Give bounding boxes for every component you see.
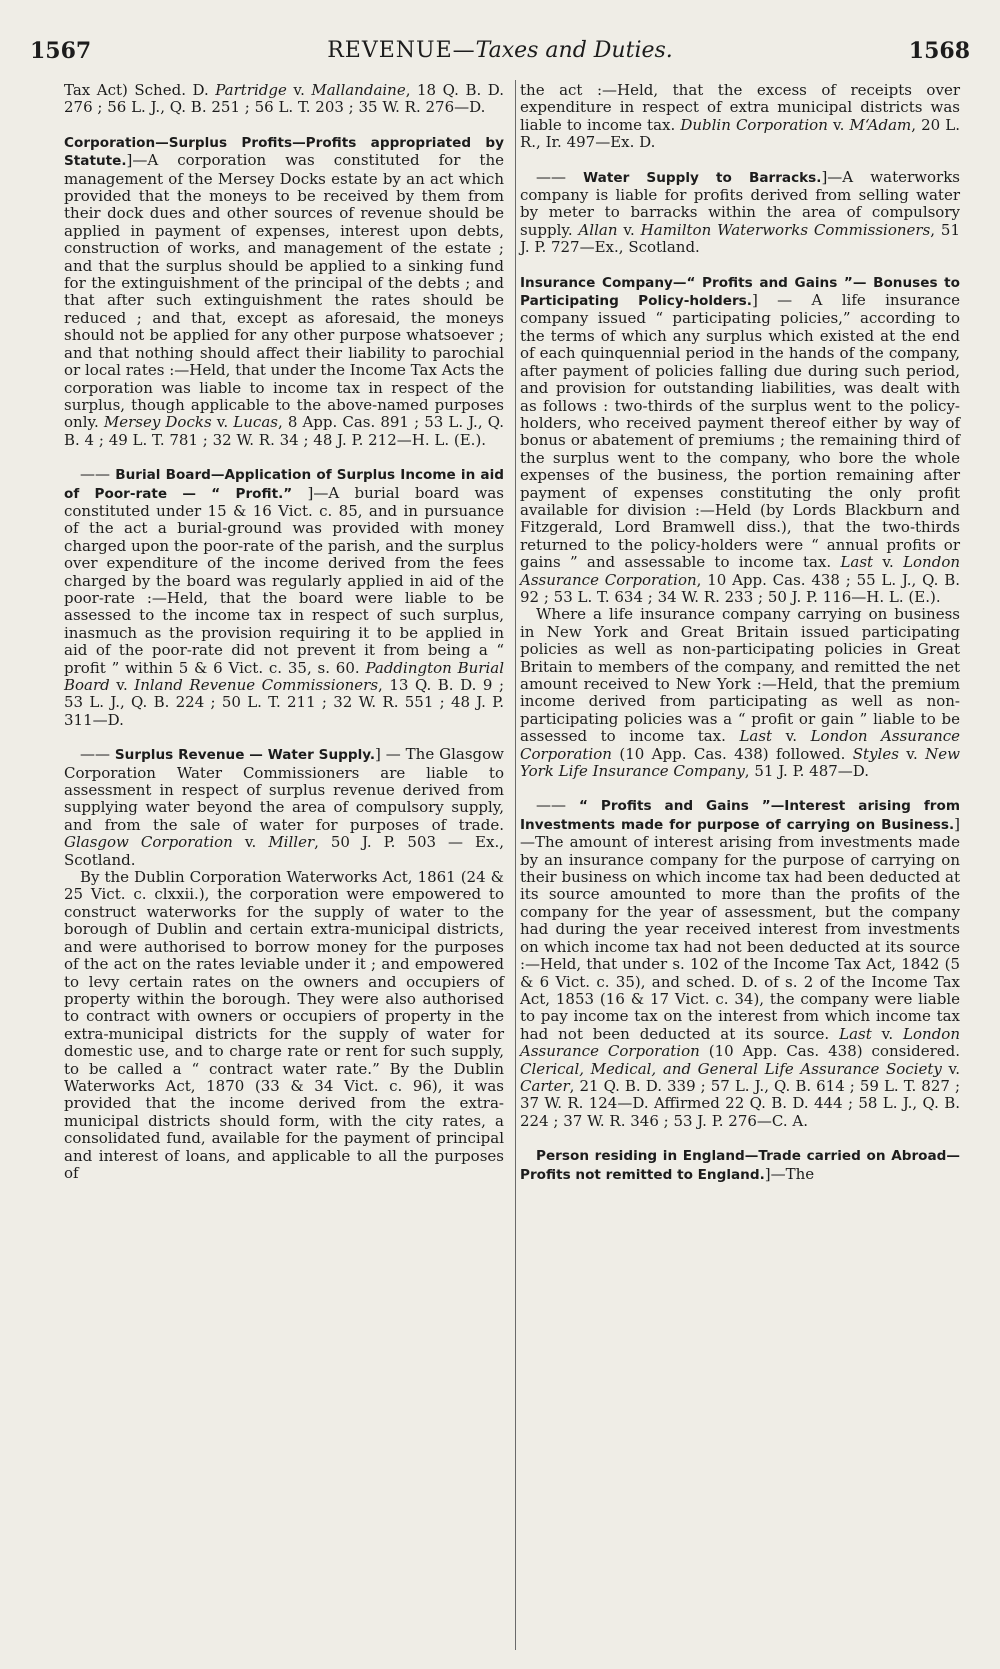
section-heading: Burial Board—Application of Surplus Income in aid of Poor-rate — “ Profit.” (64, 467, 504, 502)
paragraph-corporation-surplus: Corporation—Surplus Profits—Profits appropriated by Statute.]—A corporation was constituted for the management of the Mersey Docks estate by an act which provided that the moneys to be received by them from their dock dues and other sources of revenue should be applied in payment of expenses, interest upon debts, construction of works, and management of the estate ; and that the surplus should be applied to a sinking fund for the extinguishment of the principal of the debts ; and that after such extinguishment the rates should be reduced ; and that, except as aforesaid, the moneys should not be applied for any other purpose whatsoever ; and that nothing should affect their liability to parochial or local rates :—Held, that under the Income Tax Acts the corporation was liable to income tax in respect of the surplus, though applicable to the above-named purposes only. Mersey Docks v. Lucas, 8 App. Cas. 891 ; 53 L. J., Q. B. 4 ; 49 L. T. 781 ; 32 W. R. 34 ; 48 J. P. 212—H. L. (E.). (64, 134, 505, 449)
section-heading: Person residing in England—Trade carried on Abroad—Profits not remitted to England. (520, 1148, 960, 1183)
paragraph-surplus-revenue: —— Surplus Revenue — Water Supply.] — The Glasgow Corporation Water Commissioners are liable to assessment in respect of surplus revenue derived from supplying water beyond the area of compulsory supply, and from the sale of water for purposes of trade. Glasgow Corporation v. Miller, 50 J. P. 503 — Ex., Scotland. (64, 745, 504, 869)
paragraph-insurance-company: Insurance Company—“ Profits and Gains ”— Bonuses to Participating Policy-holders.] — A life insurance company issued “ participating policies,” according to the terms of which any surplus which existed at the end of each quinquennial period in the hands of the company, after payment of policies falling due during such period, and provision for outstanding liabilities, was dealt with as follows : two-thirds of the surplus went to the policy-holders, who received payment thereof either by way of bonus or abatement of premiums ; the remaining third of the surplus went to the company, who bore the whole expenses of the business, the portion remaining after payment of expenses constituting the only profit available for division :—Held (by Lords Blackburn and Fitzgerald, Lord Bramwell diss.), that the two-thirds returned to the policy-holders were “ annual profits or gains ” and assessable to income tax. Last v. London Assurance Corporation, 10 App. Cas. 438 ; 55 L. J., Q. B. 92 ; 53 L. T. 634 ; 34 W. R. 233 ; 50 J. P. 116—H. L. (E.). (520, 274, 961, 606)
left-column (64, 82, 504, 1182)
paragraph-person-residing: Person residing in England—Trade carried on Abroad—Profits not remitted to England.]—The (520, 1148, 960, 1183)
paragraph-dublin-waterworks: By the Dublin Corporation Waterworks Act, 1861 (24 & 25 Vict. c. clxxii.), the corporation were empowered to construct waterworks for the supply of water to the borough of Dublin and certain extra-municipal districts, and were authorised to borrow money for the purposes of the act on the rates leviable under it ; and empowered to levy certain rates on the owners and occupiers of property within the borough. They were also authorised to contract with owners or occupiers of property in the extra-municipal districts for the supply of water for domestic use, and to charge rate or rent for such supply, to be called a “ contract water rate.” By the Dublin Waterworks Act, 1870 (33 & 34 Vict. c. 96), it was provided that the income derived from the extra-municipal districts should form, with the city rates, a consolidated fund, available for the payment of principal and interest of loans, and applicable to all the purposes of (64, 868, 504, 1182)
section-heading: Corporation—Surplus Profits—Profits appropriated by Statute. (64, 134, 504, 170)
right-column (520, 82, 960, 1184)
section-heading: Surplus Revenue — Water Supply. (114, 747, 376, 764)
running-header (30, 38, 970, 74)
paragraph-dublin-corporation: the act :—Held, that the excess of receipts over expenditure in respect of extra municipal districts was liable to income tax. Dublin Corporation v. M‘Adam, 20 L. R., Ir. 497—Ex. D. (520, 81, 960, 152)
section-heading: Insurance Company—“ Profits and Gains ”— Bonuses to Participating Policy-holders. (520, 274, 960, 310)
paragraph-interest-investments: —— “ Profits and Gains ”—Interest arising from Investments made for purpose of carrying on Business.]—The amount of interest arising from investments made by an insurance company for the purpose of carrying on their business on which income tax had been deducted at its source amounted to more than the profits of the company for the year of assessment, but the company had during the year received interest from investments on which income tax had not been deducted at its source :—Held, that under s. 102 of the Income Tax Act, 1842 (5 & 6 Vict. c. 35), and sched. D. of s. 2 of the Income Tax Act, 1853 (16 & 17 Vict. c. 34), the company were liable to pay income tax on the interest from which income tax had not been deducted at its source. Last v. London Assurance Corporation (10 App. Cas. 438) considered. Clerical, Medical, and General Life Assurance Society v. Carter, 21 Q. B. D. 339 ; 57 L. J., Q. B. 614 ; 59 L. T. 827 ; 37 W. R. 124—D. Affirmed 22 Q. B. D. 444 ; 58 L. J., Q. B. 224 ; 37 W. R. 346 ; 53 J. P. 276—C. A. (520, 796, 961, 1130)
section-heading: Water Supply to Barracks. (583, 169, 822, 186)
page-number-right: 1568 (908, 38, 970, 64)
section-heading: “ Profits and Gains ”—Interest arising from Investments made for purpose of carrying on Business. (520, 798, 960, 833)
column-divider (515, 80, 516, 1650)
page-number-left: 1567 (30, 38, 92, 64)
paragraph-new-york-insurance: Where a life insurance company carrying on business in New York and Great Britain issued participating policies as well as non-participating policies in Great Britain to members of the company, and remitted the net amount received to New York :—Held, that the premium income derived from participating as well as non-participating policies was a “ profit or gain ” liable to be assessed to income tax. Last v. London Assurance Corporation (10 App. Cas. 438) followed. Styles v. New York Life Insurance Company, 51 J. P. 487—D. (520, 605, 961, 781)
title-sub: Taxes and Duties. (475, 38, 673, 63)
running-title: REVENUE—Taxes and Duties. (327, 38, 673, 63)
paragraph-burial-board: —— Burial Board—Application of Surplus Income in aid of Poor-rate — “ Profit.” ]—A burial board was constituted under 15 & 16 Vict. c. 85, and in pursuance of the act a burial-ground was provided with money charged upon the poor-rate of the parish, and the surplus over expenditure of the income derived from the fees charged by the board was regularly applied in aid of the poor-rate :—Held, that the board were liable to be assessed to the income tax in respect of such surplus, inasmuch as the provision requiring it to be applied in aid of the poor-rate did not prevent it from being a “ profit ” within 5 & 6 Vict. c. 35, s. 60. Paddington Burial Board v. Inland Revenue Commissioners, 13 Q. B. D. 9 ; 53 L. J., Q. B. 224 ; 50 L. T. 211 ; 32 W. R. 551 ; 48 J. P. 311—D. (64, 465, 505, 729)
paragraph-partridge: Tax Act) Sched. D. Partridge v. Mallandaine, 18 Q. B. D. 276 ; 56 L. J., Q. B. 251 ; 56 L. T. 203 ; 35 W. R. 276—D. (64, 81, 504, 117)
title-main: REVENUE (327, 38, 453, 63)
paragraph-water-barracks: —— Water Supply to Barracks.]—A waterworks company is liable for profits derived from selling water by meter to barracks within the area of compulsory supply. Allan v. Hamilton Waterworks Commissioners, 51 J. P. 727—Ex., Scotland. (520, 167, 960, 257)
